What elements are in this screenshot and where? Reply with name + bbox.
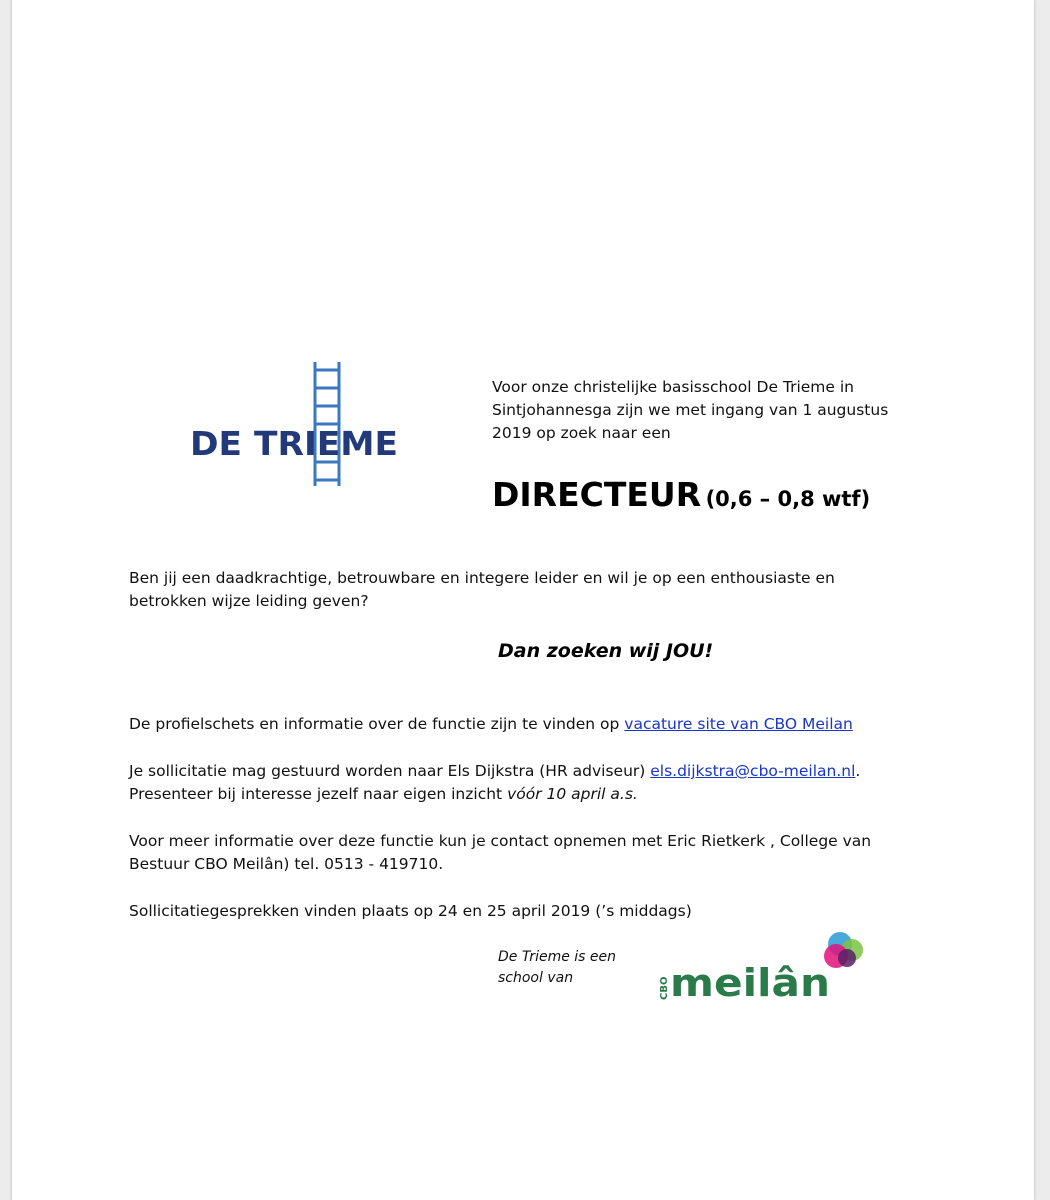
interview-paragraph: Sollicitatiegesprekken vinden plaats op 24 en 25 april 2019 (’s middags) (129, 902, 692, 920)
application-text: Je sollicitatie mag gestuurd worden naar Els Dijkstra (HR adviseur) (129, 762, 651, 780)
cbo-meilan-logo (640, 928, 880, 1008)
intro-text: Voor onze christelijke basisschool De Trieme in Sintjohannesga zijn we met ingang van 1 augustus 2019 op zoek naar een (492, 378, 889, 442)
email-link[interactable]: els.dijkstra@cbo-meilan.nl (650, 762, 856, 780)
contact-paragraph: Voor meer informatie over deze functie kun je contact opnemen met Eric Rietkerk , College van Bestuur CBO Meilân) tel. 0513 - 419710. (129, 832, 872, 873)
de-trieme-wordmark: DE TRIEME (190, 424, 398, 463)
deadline-text: vóór 10 april a.s. (507, 785, 638, 803)
vacancy-site-link[interactable]: vacature site van CBO Meilan (624, 715, 853, 733)
meilan-wordmark: meilân (670, 961, 830, 1005)
job-title-fte: (0,6 – 0,8 wtf) (705, 487, 871, 511)
school-of-note: De Trieme is een school van (498, 949, 617, 986)
profile-text: De profielschets en informatie over de functie zijn te vinden op (129, 715, 625, 733)
intro-question: Ben jij een daadkrachtige, betrouwbare en integere leider en wil je op een enthousiaste en betrokken wijze leiding geven? (129, 569, 835, 610)
profile-paragraph (129, 713, 929, 736)
job-title-main: DIRECTEUR (492, 475, 702, 514)
application-period: . (855, 762, 861, 780)
application-paragraph (129, 760, 929, 806)
cbo-label: CBO (659, 976, 670, 1000)
document-page (12, 0, 1034, 1200)
call-to-action: Dan zoeken wij JOU! (498, 640, 714, 662)
present-text: Presenteer bij interesse jezelf naar eigen inzicht (129, 785, 508, 803)
job-title (492, 475, 870, 514)
de-trieme-logo (176, 358, 406, 490)
